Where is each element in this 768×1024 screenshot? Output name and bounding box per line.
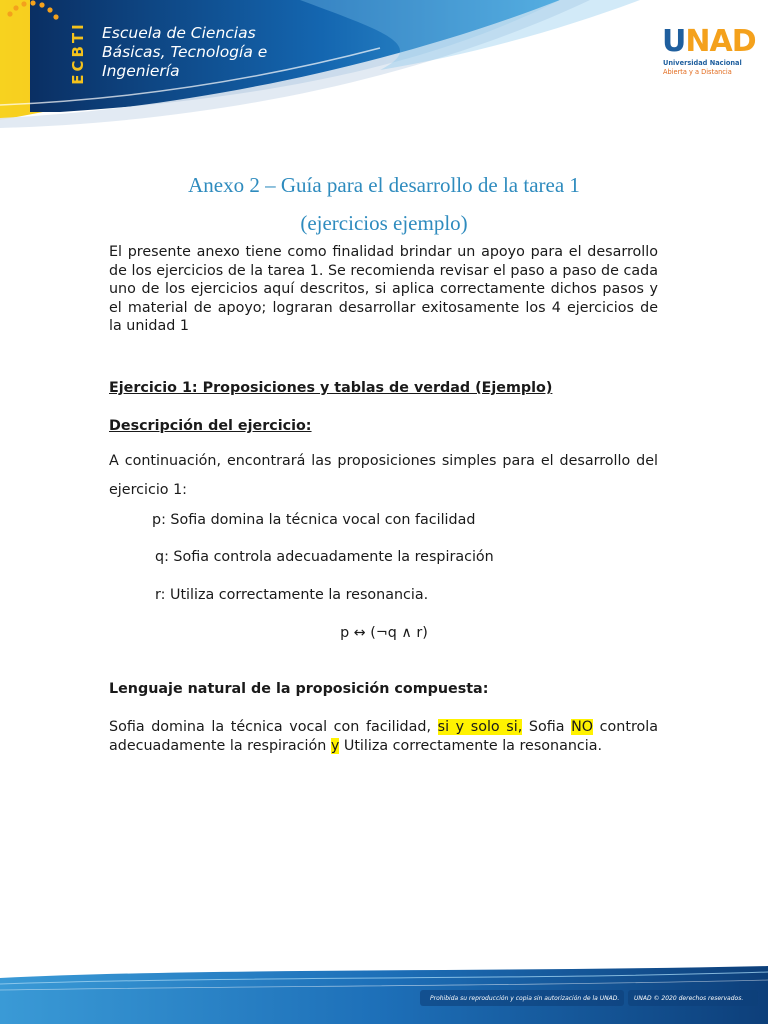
- page-title-line-1: Anexo 2 – Guía para el desarrollo de la tarea 1: [188, 173, 580, 197]
- natural-part-3: controla adecuadamente la respiración: [109, 719, 658, 754]
- natural-language-heading: Lenguaje natural de la proposición compuesta:: [109, 681, 489, 697]
- letterhead-header: [0, 0, 768, 135]
- page-title-line-2: (ejercicios ejemplo): [300, 211, 468, 235]
- highlight-no: NO: [571, 719, 594, 735]
- school-name: [102, 24, 267, 81]
- proposition-q: q: Sofia controla adecuadamente la respiración: [155, 549, 494, 565]
- school-line-2: Básicas, Tecnología e: [102, 43, 268, 61]
- natural-part-2: Sofia: [522, 719, 572, 735]
- logo-subtitle-2: Abierta y a Distancia: [663, 68, 732, 76]
- highlight-y: y: [330, 737, 340, 754]
- description-heading: Descripción del ejercicio:: [109, 418, 312, 434]
- exercise-heading: Ejercicio 1: Proposiciones y tablas de verdad (Ejemplo): [109, 380, 553, 396]
- continuation-paragraph: A continuación, encontrará las proposiciones simples para el desarrollo del ejercicio 1:: [109, 453, 658, 498]
- unad-logo-dots-icon: [0, 0, 92, 64]
- logo-subtitle-1: Universidad Nacional: [663, 59, 742, 67]
- intro-paragraph: El presente anexo tiene como finalidad brindar un apoyo para el desarrollo de los ejercicios de la tarea 1. Se recomienda revisar el paso a paso de cada uno de los ejercicios aquí descritos, si aplica correctamente dichos pasos y el material de apoyo; lograran desarrollar exitosamente los 4 ejercicios de la unidad 1: [109, 244, 658, 334]
- ecbti-tag: ECBTI: [69, 21, 88, 85]
- letterhead-footer: [0, 960, 768, 1024]
- school-line-1: Escuela de Ciencias: [102, 24, 256, 42]
- proposition-p: p: Sofia domina la técnica vocal con facilidad: [152, 512, 476, 528]
- natural-part-1: Sofia domina la técnica vocal con facilidad,: [109, 719, 438, 735]
- natural-part-4: Utiliza correctamente la resonancia.: [339, 737, 603, 754]
- footer-wave-graphic: [0, 960, 768, 1024]
- footer-copyright-note: Prohibida su reproducción y copia sin autorización de la UNAD.: [430, 995, 620, 1002]
- natural-language-paragraph: [109, 718, 658, 755]
- compound-formula: p ↔ (¬q ∧ r): [340, 625, 428, 641]
- highlight-si-y-solo-si: si y solo si,: [437, 719, 523, 735]
- school-line-3: Ingeniería: [102, 62, 180, 80]
- footer-rights-note: UNAD © 2020 derechos reservados.: [634, 995, 744, 1002]
- logo-letter-u: U: [662, 24, 686, 59]
- logo-letters-nad: NAD: [685, 24, 756, 59]
- unad-logo-word: [662, 24, 756, 59]
- proposition-r: r: Utiliza correctamente la resonancia.: [155, 587, 429, 603]
